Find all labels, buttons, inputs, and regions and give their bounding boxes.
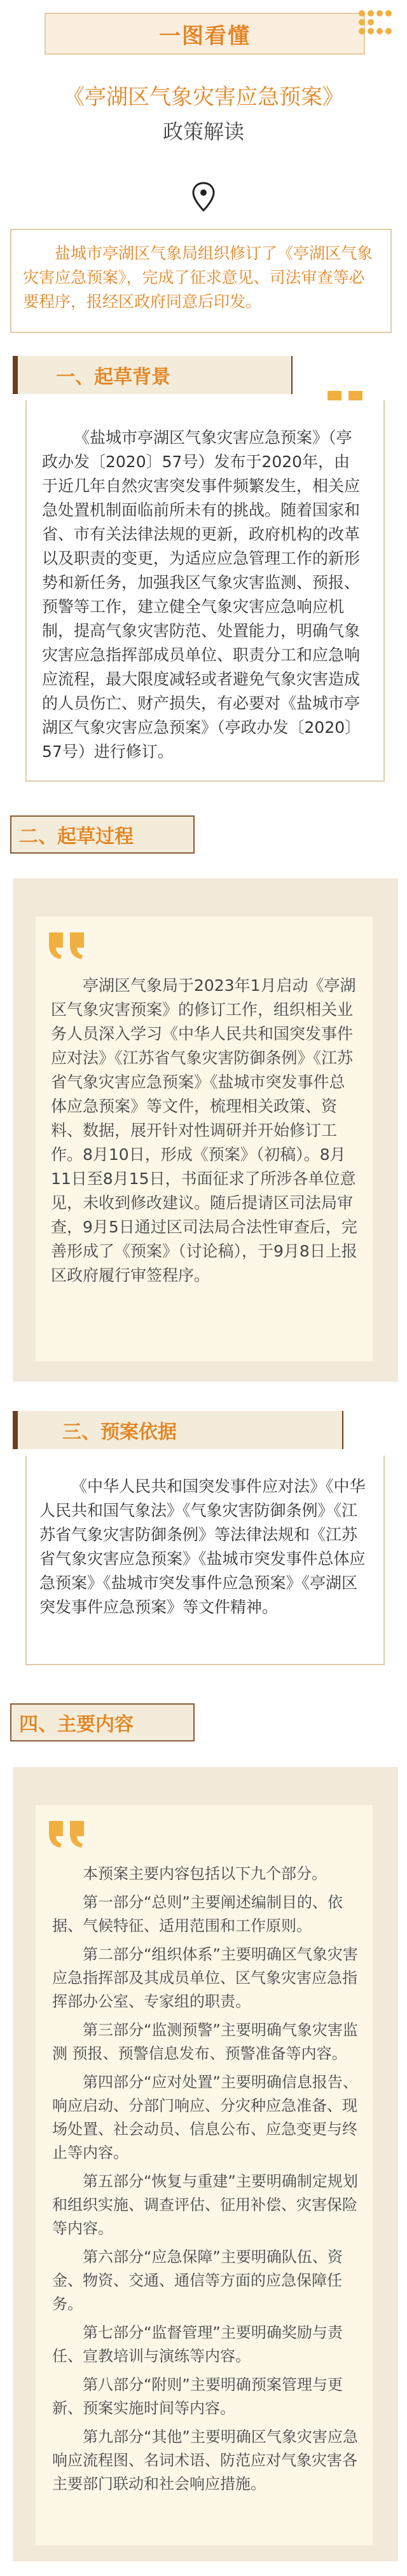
section-body: 亭湖区气象局于2023年1月启动《亭湖区气象灾害预案》的修订工作，组织相关业务人员深入学习《中华人民共和国突发事件应对法》《江苏省气象灾害防御条例》《江苏省气象灾害应急预案》《盐城市突发事件总体应急预案》等文件，梳理相关政策、资料、数据，展开针对性调研并开始修订工作。8月10日，形成《预案》（初稿）。8月11日至8月15日，书面征求了所涉各单位意见，未收到修改建议。随后提请区司法局审查，9月5日通过区司法局合法性审查后，完善形成了《预案》（讨论稿），于9月8日上报区政府履行审签程序。 xyxy=(51,976,357,1285)
location-pin-icon xyxy=(191,181,216,213)
section-title: 三、预案依据 xyxy=(62,1421,177,1443)
content-paragraph: 第六部分“应急保障”主要明确队伍、资金、物资、交通、通信等方面的应急保障任务。 xyxy=(52,2248,343,2313)
intro-text: 盐城市亭湖区气象局组织修订了《亭湖区气象灾害应急预案》，完成了征求意见、司法审查等必要程序，报经区政府同意后印发。 xyxy=(23,244,373,311)
section-body: 《盐城市亭湖区气象灾害应急预案》（亭政办发〔2020〕57号）发布于2020年，由于近几年自然灾害突发事件频繁发生，相关应急处置机制面临前所未有的挑战。随着国家和省、市有关法律法规的更新，政府机构的改革以及职责的变更，为适应应急管理工作的新形势和新任务，加强我区气象灾害监测、预报、预警等工作，建立健全气象灾害应急响应机制，提高气象灾害防范、处置能力，明确气象灾害应急指挥部成员单位、职责分工和应急响应流程，最大限度减轻或者避免气象灾害造成的人员伤亡、财产损失，有必要对《盐城市亭湖区气象灾害应急预案》（亭政办发〔2020〕57号）进行修订。 xyxy=(42,428,361,761)
content-paragraph: 第二部分“组织体系”主要明确区气象灾害应急指挥部及其成员单位、区气象灾害应急指挥部办公室、专家组的职责。 xyxy=(52,1946,358,2010)
section-body-box xyxy=(13,1767,398,2561)
header-banner xyxy=(45,13,365,55)
section-heading-process xyxy=(10,815,195,854)
section-body: 《中华人民共和国突发事件应对法》《中华人民共和国气象法》《气象灾害防御条例》《江苏省气象灾害防御条例》等法律法规和《江苏省气象灾害应急预案》《盐城市突发事件总体应急预案》《盐城市突发事件应急预案》《亭湖区突发事件应急预案》等文件精神。 xyxy=(39,1477,366,1616)
section-inner-panel xyxy=(36,1805,373,2545)
section-body-box xyxy=(25,400,385,782)
section-heading-basis xyxy=(13,1411,343,1449)
content-paragraph: 第一部分“总则”主要阐述编制目的、依据、气候特征、适用范围和工作原则。 xyxy=(52,1893,343,1935)
section-inner-panel xyxy=(36,917,373,1361)
section-body-box xyxy=(25,1455,385,1665)
content-paragraph: 本预案主要内容包括以下九个部分。 xyxy=(83,1865,327,1883)
section-heading-content xyxy=(10,1703,195,1741)
content-paragraph: 第八部分“附则”主要明确预案管理与更新、预案实施时间等内容。 xyxy=(52,2376,343,2417)
doc-title: 《亭湖区气象灾害应急预案》 xyxy=(63,85,344,110)
content-paragraph: 第九部分“其他”主要明确区气象灾害应急响应流程图、名词术语、防范应对气象灾害各主要部门联动和社会响应措施。 xyxy=(52,2428,358,2493)
decorative-dots-icon xyxy=(359,10,394,36)
content-paragraph: 第五部分“恢复与重建”主要明确制定规划和组织实施、调查评估、征用补偿、灾害保险等内容。 xyxy=(52,2172,358,2237)
content-paragraph: 第四部分“应对处置”主要明确信息报告、响应启动、分部门响应、分灾种应急准备、现场处置、社会动员、信息公布、应急变更与终止等内容。 xyxy=(52,2073,358,2162)
quote-mark-icon xyxy=(46,1818,90,1850)
section-body-box xyxy=(13,878,398,1382)
section-title: 四、主要内容 xyxy=(19,1714,134,1736)
doc-subtitle: 政策解读 xyxy=(162,119,244,144)
content-list xyxy=(52,1862,359,2496)
section-title: 二、起草过程 xyxy=(19,826,134,848)
content-paragraph: 第三部分“监测预警”主要明确气象灾害监测 预报、预警信息发布、预警准备等内容。 xyxy=(52,2021,358,2062)
section-title: 一、起草背景 xyxy=(56,366,170,388)
quote-mark-icon xyxy=(46,929,90,961)
intro-box xyxy=(10,229,392,333)
section-heading-background xyxy=(13,356,293,394)
content-paragraph: 第七部分“监督管理”主要明确奖励与责任、宣教培训与演练等内容。 xyxy=(52,2324,343,2365)
header-title: 一图看懂 xyxy=(159,23,251,49)
